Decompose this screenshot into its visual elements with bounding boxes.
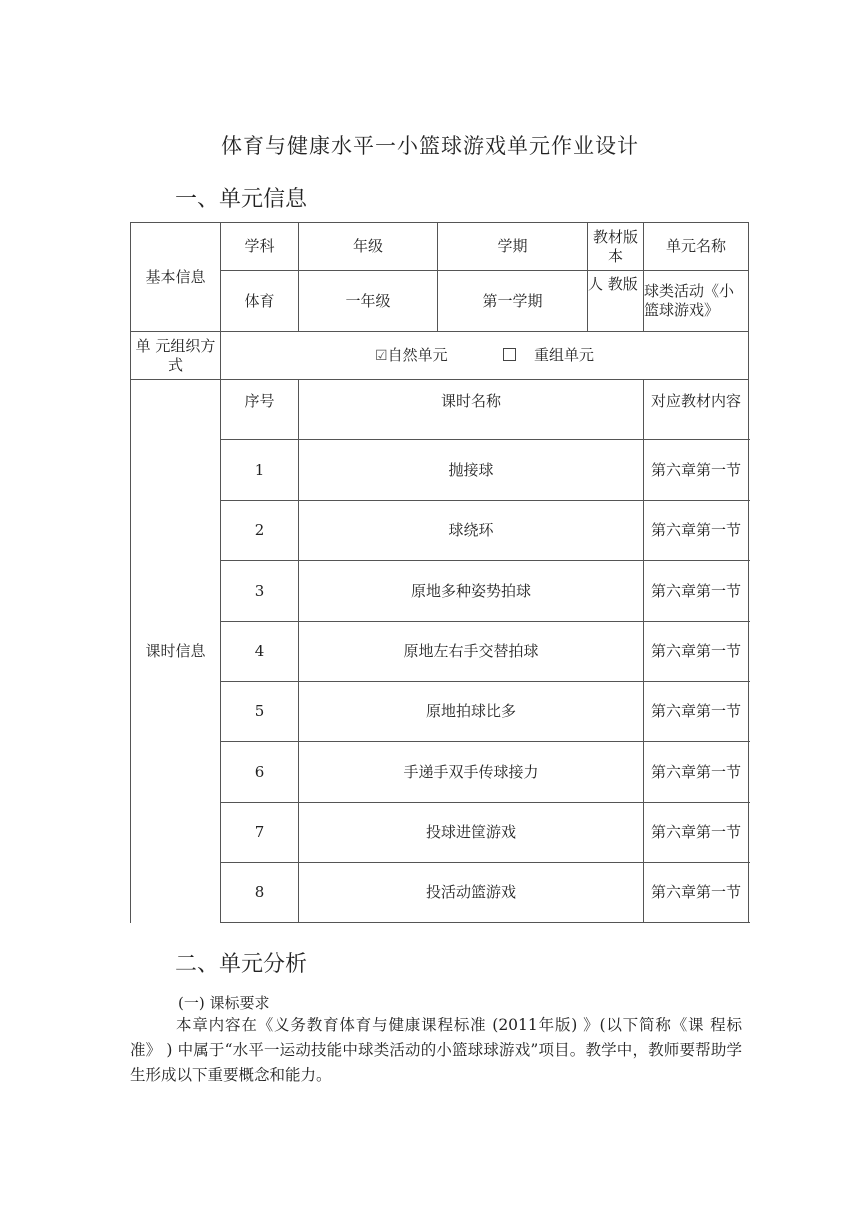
lesson-no: 7 <box>221 803 299 863</box>
header-edition: 教材版本 <box>588 223 644 271</box>
basic-header-row <box>131 223 749 271</box>
header-grade: 年级 <box>299 223 438 271</box>
lesson-name: 原地拍球比多 <box>299 682 644 742</box>
table-row <box>131 622 749 682</box>
org-label: 单 元组织方式 <box>131 332 221 380</box>
lesson-header-no: 序号 <box>221 380 299 440</box>
lesson-no: 5 <box>221 682 299 742</box>
lesson-name: 原地左右手交替拍球 <box>299 622 644 682</box>
lesson-content: 第六章第一节 <box>644 803 749 863</box>
lesson-header-content: 对应教材内容 <box>644 380 749 440</box>
lesson-info-label: 课时信息 <box>131 380 221 923</box>
value-subject: 体育 <box>221 271 299 332</box>
lesson-content: 第六章第一节 <box>644 501 749 561</box>
checkbox-checked-icon[interactable]: ☑ <box>375 347 388 364</box>
lesson-content: 第六章第一节 <box>644 742 749 803</box>
value-term: 第一学期 <box>438 271 588 332</box>
lesson-no: 3 <box>221 561 299 622</box>
lesson-no: 1 <box>221 440 299 501</box>
lesson-no: 8 <box>221 863 299 923</box>
org-row <box>131 332 749 380</box>
subsection-heading: (一) 课标要求 <box>178 994 270 1012</box>
unit-info-table <box>130 222 749 923</box>
body-paragraph: 本章内容在《义务教育体育与健康课程标准 (2011年版) 》(以下简称《课 程标准》 ) 中属于“水平一运动技能中球类活动的小篮球球游戏”项目。教学中，教师要帮助学生形成以下重要概念和能力。 <box>130 1016 742 1084</box>
section-heading-unit-info: 一、单元信息 <box>175 187 308 212</box>
basic-info-label: 基本信息 <box>131 223 221 332</box>
lesson-content: 第六章第一节 <box>644 863 749 923</box>
lesson-no: 4 <box>221 622 299 682</box>
table-row <box>131 803 749 863</box>
lesson-header-name: 课时名称 <box>299 380 644 440</box>
lesson-content: 第六章第一节 <box>644 682 749 742</box>
table-row <box>131 440 749 501</box>
header-subject: 学科 <box>221 223 299 271</box>
lesson-no: 6 <box>221 742 299 803</box>
header-term: 学期 <box>438 223 588 271</box>
lesson-name: 球绕环 <box>299 501 644 561</box>
lesson-name: 原地多种姿势拍球 <box>299 561 644 622</box>
table-row <box>131 742 749 803</box>
lesson-name: 投球进筐游戏 <box>299 803 644 863</box>
table-row <box>131 561 749 622</box>
lesson-content: 第六章第一节 <box>644 622 749 682</box>
table-row <box>131 682 749 742</box>
lesson-name: 手递手双手传球接力 <box>299 742 644 803</box>
option-regrouped-unit: 重组单元 <box>533 345 594 364</box>
table-row <box>131 863 749 923</box>
org-options <box>221 332 749 380</box>
value-edition: 人 教版 <box>588 271 644 332</box>
option-natural-unit: 自然单元 <box>387 345 448 364</box>
value-unit-name: 球类活动《小篮球游戏》 <box>644 271 749 332</box>
document-title: 体育与健康水平一小篮球游戏单元作业设计 <box>221 134 639 158</box>
lesson-content: 第六章第一节 <box>644 440 749 501</box>
lesson-header-row <box>131 380 749 440</box>
lesson-name: 投活动篮游戏 <box>299 863 644 923</box>
lesson-name: 抛接球 <box>299 440 644 501</box>
lesson-content: 第六章第一节 <box>644 561 749 622</box>
checkbox-unchecked-icon[interactable] <box>503 348 516 361</box>
basic-value-row <box>131 271 749 332</box>
table-row <box>131 501 749 561</box>
header-unit-name: 单元名称 <box>644 223 749 271</box>
section-heading-unit-analysis: 二、单元分析 <box>175 952 308 977</box>
value-grade: 一年级 <box>299 271 438 332</box>
lesson-no: 2 <box>221 501 299 561</box>
